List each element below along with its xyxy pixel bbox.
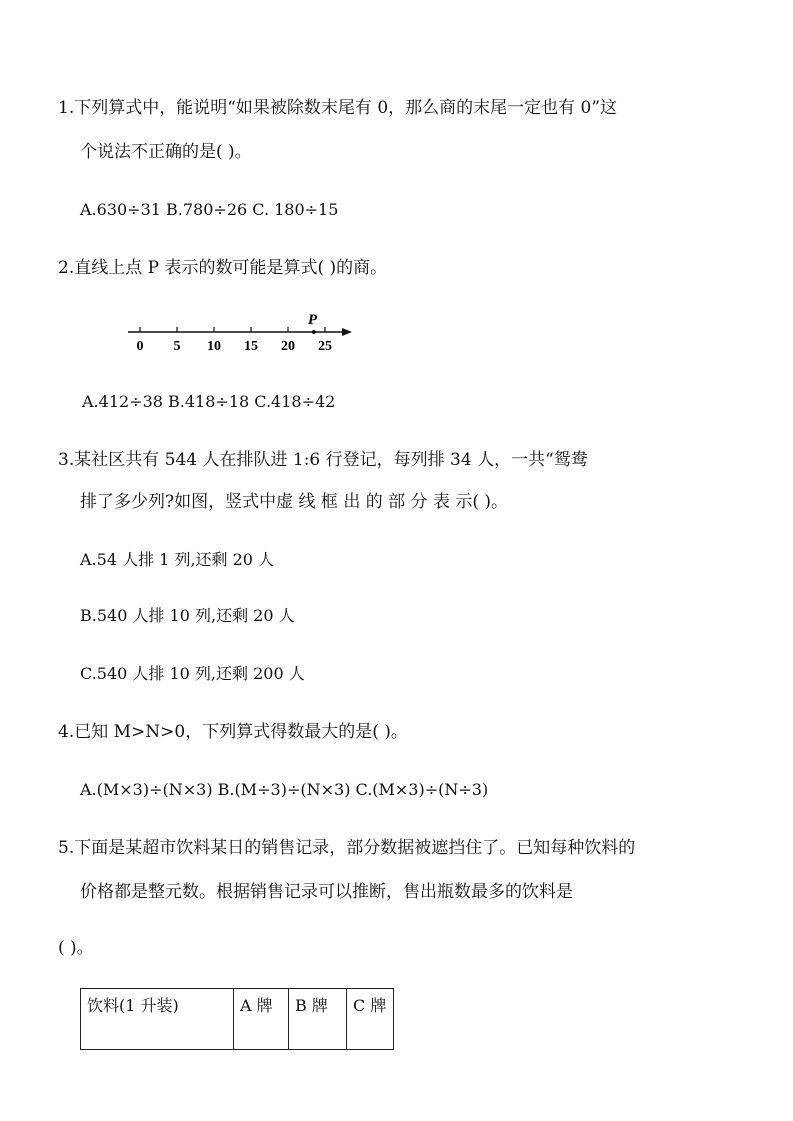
- number-line-tick-label: 5: [173, 339, 181, 354]
- q4-options: A.(M×3)÷(N×3) B.(M÷3)÷(N×3) C.(M×3)÷(N÷3): [80, 780, 489, 799]
- q1-stem-line1: 1.下列算式中，能说明“如果被除数末尾有 0，那么商的末尾一定也有 0”这: [58, 98, 618, 118]
- table-header-cell: B 牌: [289, 989, 347, 1050]
- number-line-tick-label: 0: [136, 339, 144, 354]
- point-p-marker: [312, 330, 316, 334]
- q3-option-a: A.54 人排 1 列,还剩 20 人: [80, 550, 275, 569]
- q3-option-b: B.540 人排 10 列,还剩 20 人: [80, 606, 295, 625]
- number-line-tick-label: 15: [244, 339, 258, 354]
- q2-options: A.412÷38 B.418÷18 C.418÷42: [82, 392, 336, 411]
- table-header-cell: A 牌: [234, 989, 289, 1050]
- number-line: [120, 312, 370, 356]
- q5-stem-line1: 5.下面是某超市饮料某日的销售记录，部分数据被遮挡住了。已知每种饮料的: [58, 838, 636, 858]
- table-row: [81, 989, 394, 1050]
- number-line-tick-label: 25: [318, 339, 332, 354]
- q4-stem: 4.已知 M>N>0，下列算式得数最大的是( )。: [58, 722, 408, 742]
- q1-options: A.630÷31 B.780÷26 C. 180÷15: [80, 200, 339, 219]
- q2-stem: 2.直线上点 P 表示的数可能是算式( )的商。: [58, 258, 388, 278]
- number-line-tick-label: 20: [281, 339, 295, 354]
- q5-stem-line2: 价格都是整元数。根据销售记录可以推断，售出瓶数最多的饮料是: [80, 882, 573, 902]
- number-line-ticks: [137, 327, 333, 354]
- sales-record-table: [80, 988, 394, 1050]
- table-header-cell: 饮料(1 升装): [81, 989, 234, 1050]
- number-line-arrow: [342, 328, 352, 336]
- q1-stem-line2: 个说法不正确的是( )。: [80, 142, 252, 162]
- point-p-label: P: [307, 312, 318, 328]
- table-header-cell: C 牌: [347, 989, 394, 1050]
- q3-option-c: C.540 人排 10 列,还剩 200 人: [80, 664, 305, 683]
- q3-stem-line2: 排了多少列?如图，竖式中虚 线 框 出 的 部 分 表 示( )。: [80, 492, 509, 512]
- q3-stem-line1: 3.某社区共有 544 人在排队进 1:6 行登记，每列排 34 人，一共“鸳鸯: [58, 450, 588, 470]
- q5-stem-line3: ( )。: [58, 938, 94, 958]
- number-line-tick-label: 10: [207, 339, 221, 354]
